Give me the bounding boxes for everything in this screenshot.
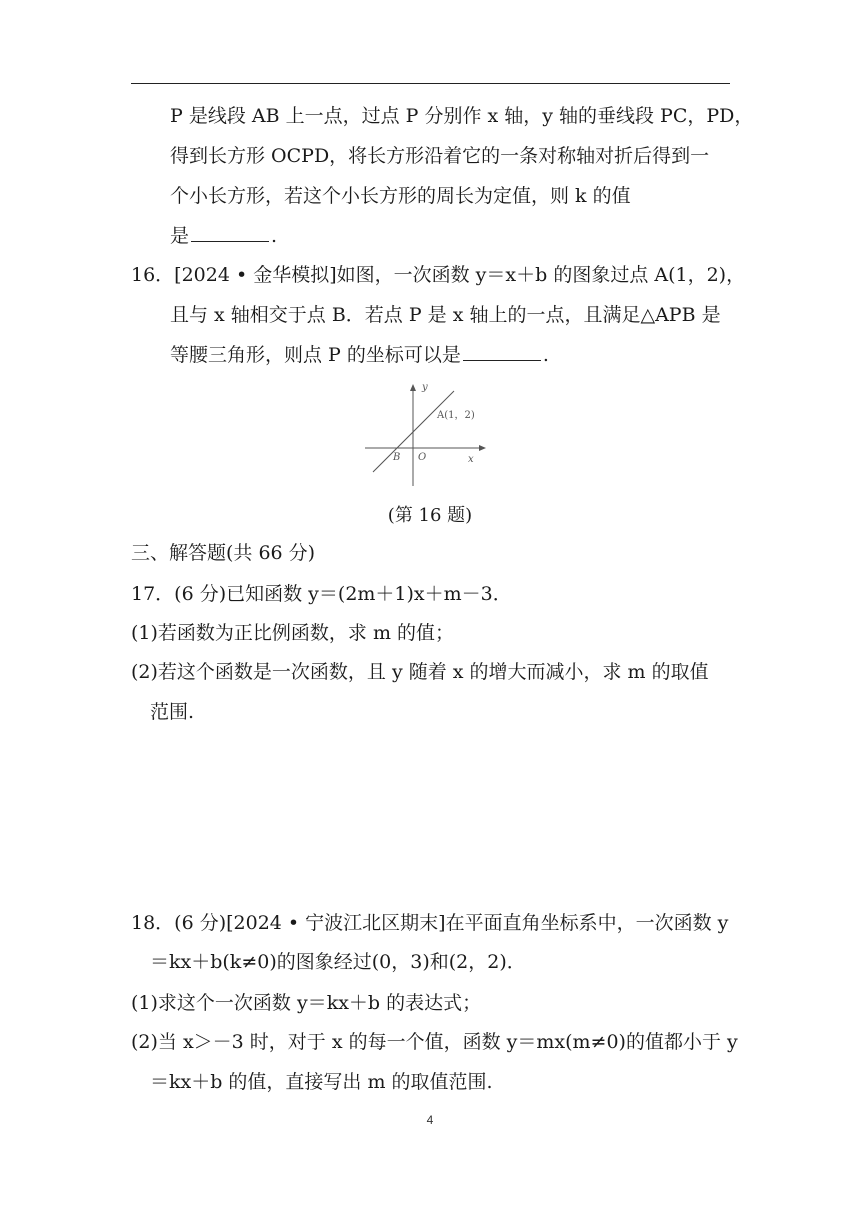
q15-line-1: P 是线段 AB 上一点，过点 P 分别作 x 轴，y 轴的垂线段 PC，PD， [170, 105, 754, 127]
figure-caption: (第 16 题) [387, 505, 473, 526]
q16-line-3-prefix: 等腰三角形，则点 P 的坐标可以是 [170, 344, 461, 366]
q16-line-3 [170, 342, 549, 367]
q17-part-1: (1)若函数为正比例函数，求 m 的值； [131, 622, 455, 644]
q16-line-1: 16．[2024 • 金华模拟]如图，一次函数 y＝x＋b 的图象过点 A(1，2)， [131, 264, 746, 286]
q18-line-2: ＝kx＋b(k≠0)的图象经过(0，3)和(2，2)． [150, 951, 526, 973]
q16-line-2: 且与 x 轴相交于点 B．若点 P 是 x 轴上的一点，且满足△APB 是 [170, 304, 721, 326]
q15-line-3: 个小长方形，若这个小长方形的周长为定值，则 k 的值 [170, 185, 631, 207]
y-axis-arrow [410, 384, 416, 391]
q15-line-4 [170, 223, 277, 248]
x-axis-arrow [479, 445, 486, 451]
section-3-title: 三、解答题(共 66 分) [131, 542, 316, 564]
y-axis-label: y [422, 382, 428, 393]
origin-label: O [418, 452, 427, 463]
q16-answer-blank [463, 342, 541, 361]
q15-line-2: 得到长方形 OCPD，将长方形沿着它的一条对称轴对折后得到一 [170, 145, 710, 167]
q18-part-2-line-2: ＝kx＋b 的值，直接写出 m 的取值范围. [150, 1071, 493, 1093]
q17-stem: 17．(6 分)已知函数 y＝(2m＋1)x＋m－3． [131, 583, 512, 605]
page-number: 4 [426, 1113, 434, 1127]
q17-part-2-line-2: 范围. [150, 701, 195, 723]
q16-line-3-suffix: . [542, 344, 549, 366]
q17-part-2-line-1: (2)若这个函数是一次函数，且 y 随着 x 的增大而减小，求 m 的取值 [131, 661, 709, 683]
header-rule [131, 83, 730, 84]
x-axis-label: x [468, 454, 474, 465]
point-b-label: B [393, 452, 401, 463]
q15-line-4-prefix: 是 [170, 225, 190, 247]
q15-line-4-suffix: . [271, 225, 278, 247]
point-a-label: A(1，2) [437, 410, 475, 421]
q18-part-2-line-1: (2)当 x＞－3 时，对于 x 的每一个值，函数 y＝mx(m≠0)的值都小于 y [131, 1031, 738, 1053]
q18-line-1: 18．(6 分)[2024 • 宁波江北区期末]在平面直角坐标系中，一次函数 y [131, 912, 729, 934]
q16-figure [360, 378, 490, 490]
q15-answer-blank [191, 223, 269, 242]
q18-part-1: (1)求这个一次函数 y＝kx＋b 的表达式； [131, 992, 482, 1014]
